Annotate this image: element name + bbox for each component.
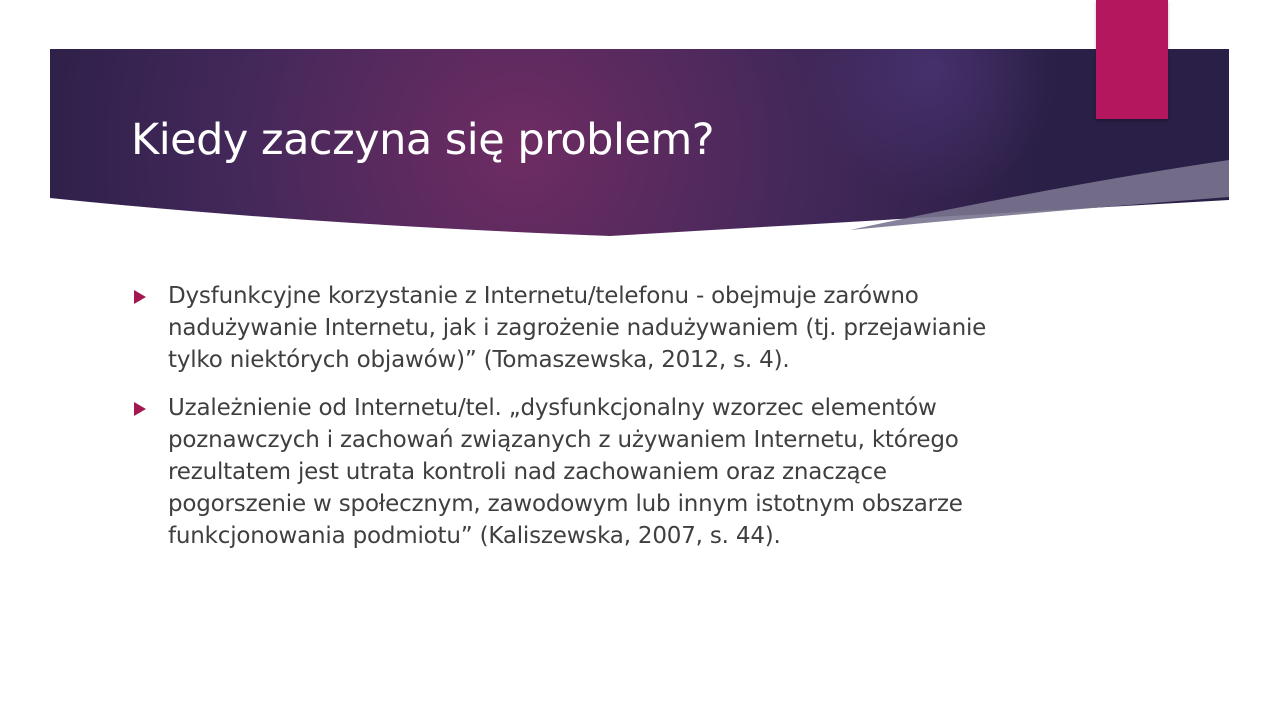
bullet-list	[130, 280, 1030, 568]
list-item	[130, 392, 1030, 552]
bullet-text: Dysfunkcyjne korzystanie z Internetu/telefonu - obejmuje zarówno nadużywanie Internetu, jak i zagrożenie nadużywaniem (tj. przejawianie tylko niektórych objawów)” (Tomaszewska, 2012, s. 4).	[168, 283, 987, 373]
slide-title: Kiedy zaczyna się problem?	[131, 115, 715, 165]
triangle-right-icon	[134, 290, 146, 304]
list-item	[130, 280, 1030, 376]
accent-tab	[1096, 0, 1168, 119]
triangle-right-icon	[134, 402, 146, 416]
bullet-text: Uzależnienie od Internetu/tel. „dysfunkcjonalny wzorzec elementów poznawczych i zachowań związanych z używaniem Internetu, którego rezultatem jest utrata kontroli nad zachowaniem oraz znaczące pogorszenie w społecznym, zawodowym lub innym istotnym obszarze funkcjonowania podmiotu” (Kaliszewska, 2007, s. 44).	[168, 395, 963, 549]
